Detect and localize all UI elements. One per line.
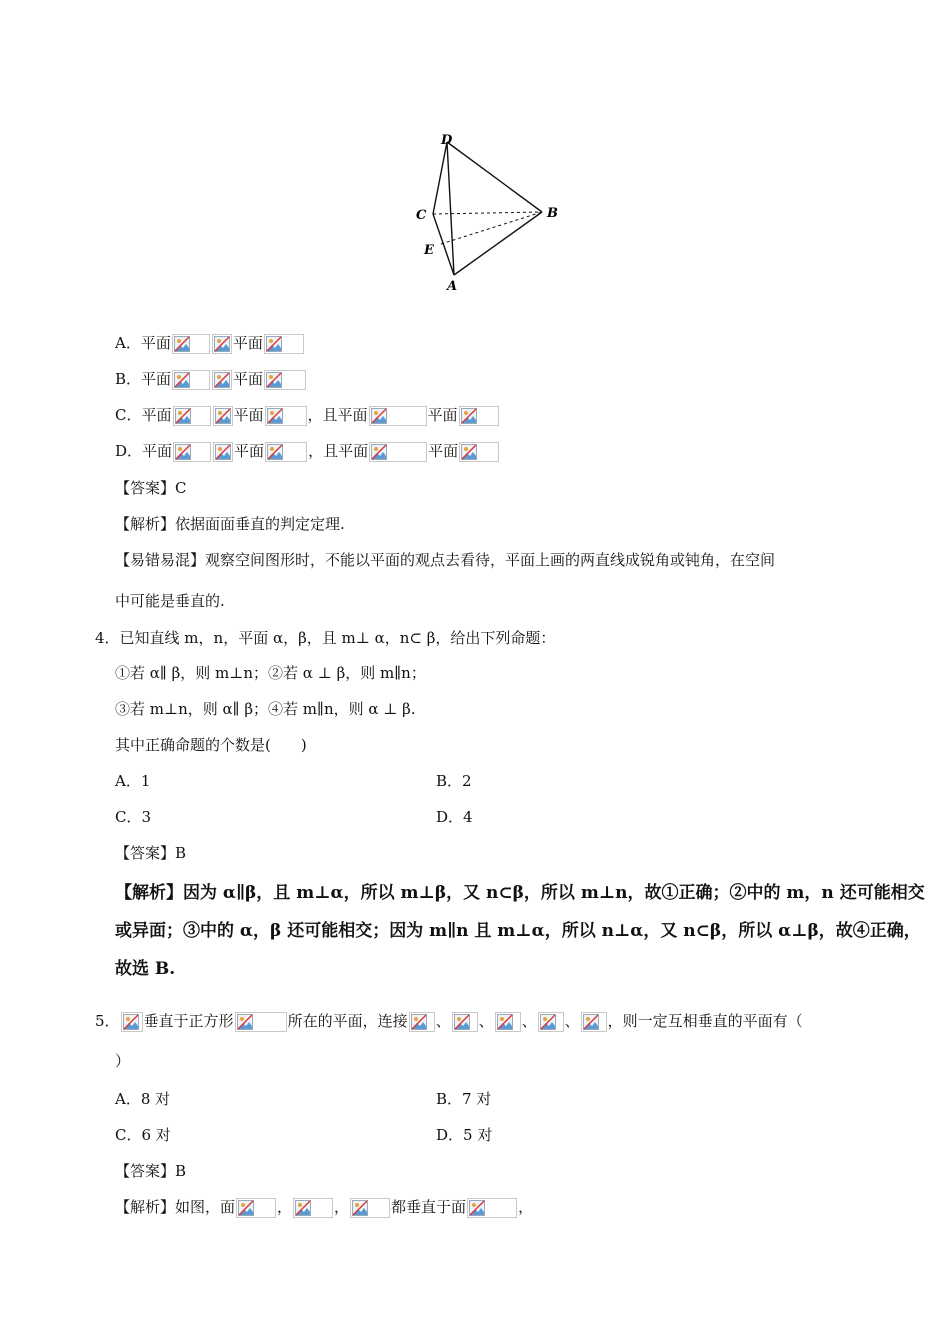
q5-analysis (115, 1196, 533, 1218)
broken-image-icon (121, 1012, 143, 1032)
q3-option-b (115, 368, 307, 390)
text: 平面 (233, 406, 264, 424)
broken-image-icon (265, 406, 307, 426)
text: 平面 (427, 406, 458, 424)
broken-image-icon (172, 370, 210, 390)
q4-option-a: A．1 (115, 772, 151, 790)
q3-trap-line2: 中可能是垂直的. (115, 592, 225, 610)
q3-option-d (115, 440, 500, 462)
text: ，则一定互相垂直的平面有（ (607, 1012, 803, 1030)
q3-option-c (115, 404, 500, 426)
text: 平面 (232, 334, 263, 352)
q5-option-d: D．5 对 (436, 1126, 493, 1144)
q3-answer: 【答案】C (115, 479, 187, 497)
q5-option-b: B．7 对 (436, 1090, 492, 1108)
q4-question: 其中正确命题的个数是( ) (115, 736, 307, 754)
edge-AB (454, 212, 542, 275)
label-A: A (447, 279, 458, 294)
option-letter: C． (115, 406, 142, 424)
option-letter: D． (115, 442, 143, 460)
q5-option-c: C．6 对 (115, 1126, 171, 1144)
q5-stem-line1 (95, 1010, 803, 1032)
text: 【解析】如图，面 (115, 1198, 236, 1216)
broken-image-icon (212, 370, 232, 390)
broken-image-icon (264, 370, 306, 390)
q4-analysis-line2: 或异面；③中的 α，β 还可能相交；因为 m∥n 且 m⊥α，所以 n⊥α，又 n⊂β，所以 α⊥β，故④正确， (115, 921, 921, 941)
broken-image-icon (264, 334, 304, 354)
text: 平面 (234, 442, 265, 460)
text: 平面 (428, 442, 459, 460)
broken-image-icon (369, 442, 427, 462)
text: 、 (564, 1012, 580, 1030)
broken-image-icon (467, 1198, 517, 1218)
broken-image-icon (213, 442, 233, 462)
edge-DB (447, 142, 542, 212)
q5-option-a: A．8 对 (115, 1090, 171, 1108)
q4-prop-line1: ①若 α∥ β，则 m⊥n；②若 α ⊥ β，则 m∥n； (115, 664, 426, 682)
broken-image-icon (350, 1198, 390, 1218)
tetrahedron-figure (400, 128, 580, 298)
text: 、 (478, 1012, 494, 1030)
text: 平面 (141, 370, 172, 388)
broken-image-icon (293, 1198, 333, 1218)
broken-image-icon (459, 442, 499, 462)
text: 平面 (233, 370, 264, 388)
broken-image-icon (452, 1012, 478, 1032)
broken-image-icon (265, 442, 307, 462)
broken-image-icon (409, 1012, 435, 1032)
q5-answer: 【答案】B (115, 1162, 187, 1180)
q4-option-d: D．4 (436, 808, 473, 826)
text: ， (518, 1198, 534, 1216)
label-D: D (441, 133, 453, 148)
text: 、 (521, 1012, 537, 1030)
edge-DC (433, 142, 447, 214)
text: ， (277, 1198, 293, 1216)
text: ，且平面 (307, 406, 368, 424)
q4-prop-line2: ③若 m⊥n，则 α∥ β；④若 m∥n，则 α ⊥ β. (115, 700, 416, 718)
q4-option-c: C．3 (115, 808, 152, 826)
broken-image-icon (172, 334, 210, 354)
broken-image-icon (369, 406, 427, 426)
text: 平面 (142, 442, 173, 460)
text: 都垂直于面 (391, 1198, 467, 1216)
question-number: 5． (95, 1012, 120, 1030)
q4-analysis-line3: 故选 B. (115, 959, 176, 979)
label-B: B (547, 206, 558, 221)
broken-image-icon (581, 1012, 607, 1032)
broken-image-icon (173, 442, 211, 462)
text: 平面 (140, 334, 171, 352)
edge-EB (441, 212, 542, 244)
text: 、 (435, 1012, 451, 1030)
q5-stem-line2: ） (115, 1052, 131, 1070)
q3-trap-line1: 【易错易混】观察空间图形时，不能以平面的观点去看待，平面上画的两直线成锐角或钝角，在空间 (115, 551, 776, 569)
broken-image-icon (538, 1012, 564, 1032)
broken-image-icon (173, 406, 211, 426)
q3-analysis: 【解析】依据面面垂直的判定定理. (115, 515, 345, 533)
label-C: C (416, 208, 427, 223)
q3-option-a (115, 332, 305, 354)
broken-image-icon (459, 406, 499, 426)
text: 平面 (141, 406, 172, 424)
label-E: E (424, 243, 434, 258)
q4-option-b: B．2 (436, 772, 472, 790)
edge-DA (447, 142, 454, 275)
q4-stem: 4．已知直线 m，n，平面 α，β，且 m⊥ α，n⊂ β，给出下列命题： (95, 629, 556, 647)
broken-image-icon (212, 334, 232, 354)
q4-answer: 【答案】B (115, 844, 187, 862)
edge-CB (433, 212, 542, 214)
text: 垂直于正方形 (143, 1012, 234, 1030)
q4-analysis-line1: 【解析】因为 α∥β，且 m⊥α，所以 m⊥β，又 n⊂β，所以 m⊥n，故①正确；②中的 m，n 还可能相交 (115, 883, 925, 903)
text: ， (334, 1198, 350, 1216)
broken-image-icon (236, 1198, 276, 1218)
text: 所在的平面，连接 (287, 1012, 408, 1030)
option-letter: B． (115, 370, 142, 388)
text: ，且平面 (308, 442, 369, 460)
option-letter: A． (115, 334, 141, 352)
broken-image-icon (213, 406, 233, 426)
broken-image-icon (495, 1012, 521, 1032)
broken-image-icon (235, 1012, 287, 1032)
